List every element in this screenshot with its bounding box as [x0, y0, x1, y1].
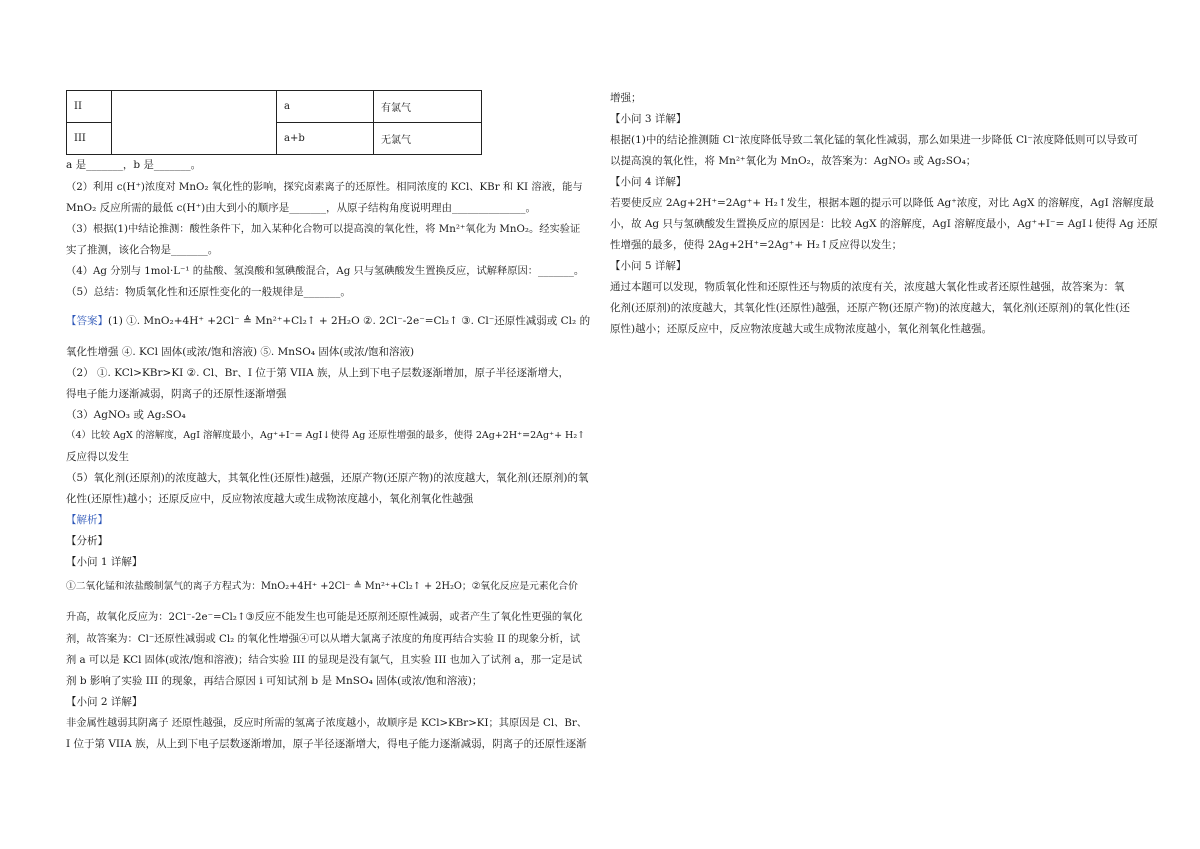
section-heading: 【小问 1 详解】 [66, 556, 143, 568]
table-cell: II [67, 91, 112, 123]
table-cell: a+b [277, 123, 374, 155]
table-cell: III [67, 123, 112, 155]
section-heading: 【小问 2 详解】 [66, 696, 143, 708]
section-heading: 【小问 3 详解】 [610, 113, 687, 125]
section-heading: 【分析】 [66, 535, 108, 547]
table-cell [112, 91, 277, 155]
text-line: （2）利用 c(H⁺)浓度对 MnO₂ 氧化性的影响，探究卤素离子的还原性。相同浓度的 KCl、KBr 和 KI 溶液，能与 [66, 181, 583, 193]
text-line: 得电子能力逐渐减弱，阴离子的还原性逐渐增强 [66, 388, 287, 400]
text-line: 若要使反应 2Ag+2H⁺=2Ag⁺+ H₂↑发生，根据本题的提示可以降低 Ag⁺浓度，对比 AgX 的溶解度，AgI 溶解度最 [610, 197, 1155, 209]
text-line: （3）根据(1)中结论推测：酸性条件下，加入某种化合物可以提高溴的氧化性，将 Mn²⁺氧化为 MnO₂。经实验证 [66, 223, 581, 235]
table-cell: 有氯气 [374, 91, 482, 123]
section-heading: 【小问 5 详解】 [610, 260, 687, 272]
text-line: 实了推测，该化合物是_______。 [66, 244, 219, 256]
table-cell: 无氯气 [374, 123, 482, 155]
text-line: 根据(1)中的结论推测随 Cl⁻浓度降低导致二氧化锰的氧化性减弱，那么如果进一步降低 Cl⁻浓度降低则可以导致可 [610, 134, 1138, 146]
text-line: 性增强的最多，使得 2Ag+2H⁺=2Ag⁺+ H₂↑反应得以发生； [610, 239, 903, 251]
text-line: 剂 a 可以是 KCl 固体(或浓/饱和溶液)；结合实验 III 的显现是没有氯气，且实验 III 也加入了试剂 a，那一定是试 [66, 654, 583, 666]
text-line: ①二氧化锰和浓盐酸制氯气的离子方程式为：MnO₂+4H⁺ +2Cl⁻ ≜ Mn²⁺+Cl₂↑ + 2H₂O；②氧化反应是元素化合价 [66, 581, 578, 592]
table-cell: a [277, 91, 374, 123]
experiment-table [66, 90, 482, 155]
text-line: 以提高溴的氧化性，将 Mn²⁺氧化为 MnO₂，故答案为：AgNO₃ 或 Ag₂SO₄； [610, 155, 977, 167]
text-line: （4）比较 AgX 的溶解度，AgI 溶解度最小，Ag⁺+I⁻= AgI↓使得 Ag 还原性增强的最多，使得 2Ag+2H⁺=2Ag⁺+ H₂↑ [66, 430, 586, 441]
text-line: 剂，故答案为：Cl⁻还原性减弱或 Cl₂ 的氧化性增强④可以从增大氯离子浓度的角度再结合实验 II 的现象分析，试 [66, 633, 581, 645]
text-line: （5）总结：物质氧化性和还原性变化的一般规律是_______。 [66, 286, 351, 298]
text-line: 小，故 Ag 只与氢碘酸发生置换反应的原因是：比较 AgX 的溶解度，AgI 溶解度最小，Ag⁺+I⁻= AgI↓使得 Ag 还原 [610, 218, 1158, 230]
text-line: 化性(还原性)越小；还原反应中，反应物浓度越大或生成物浓度越小，氧化剂氧化性越强 [66, 493, 474, 505]
text-line: I 位于第 VIIA 族，从上到下电子层数逐渐增加，原子半径逐渐增大，得电子能力逐渐减弱，阴离子的还原性逐渐 [66, 738, 587, 750]
text-line: （4）Ag 分别与 1mol·L⁻¹ 的盐酸、氢溴酸和氢碘酸混合，Ag 只与氢碘酸发生置换反应，试解释原因：_______。 [66, 265, 585, 277]
analysis-heading: 【解析】 [66, 514, 108, 526]
text-line: MnO₂ 反应所需的最低 c(H⁺)由大到小的顺序是_______，从原子结构角度说明理由______________。 [66, 202, 537, 214]
text-line: 原性)越小；还原反应中，反应物浓度越大或生成物浓度越小，氧化剂氧化性越强。 [610, 323, 993, 335]
answer-line: 【答案】(1) ①. MnO₂+4H⁺ +2Cl⁻ ≜ Mn²⁺+Cl₂↑ + 2H₂O ②. 2Cl⁻-2e⁻=Cl₂↑ ③. Cl⁻还原性减弱或 Cl₂ 的 [66, 315, 591, 327]
table-row [67, 91, 482, 123]
text-line: 升高，故氧化反应为：2Cl⁻-2e⁻=Cl₂↑③反应不能发生也可能是还原剂还原性减弱，或者产生了氧化性更强的氧化 [66, 611, 583, 623]
text-line: （2） ①. KCl>KBr>KI ②. Cl、Br、I 位于第 VIIA 族，从上到下电子层数逐渐增加，原子半径逐渐增大， [66, 367, 569, 379]
text-line: 增强； [610, 92, 642, 104]
text-line: 非金属性越弱其阴离子 还原性越强，反应时所需的氢离子浓度越小，故顺序是 KCl>KBr>KI；其原因是 Cl、Br、 [66, 717, 588, 729]
section-heading: 【小问 4 详解】 [610, 176, 687, 188]
text-line: 化剂(还原剂)的浓度越大，其氧化性(还原性)越强，还原产物(还原产物)的浓度越大，氧化剂(还原剂)的氧化性(还 [610, 302, 1130, 314]
text-line: 氧化性增强 ④. KCl 固体(或浓/饱和溶液) ⑤. MnSO₄ 固体(或浓/饱和溶液) [66, 346, 415, 358]
answer-tag: 【答案】 [66, 315, 108, 327]
text-line: （3）AgNO₃ 或 Ag₂SO₄ [66, 409, 186, 421]
text-line: 反应得以发生 [66, 451, 129, 463]
text-line: a 是_______，b 是_______。 [66, 159, 202, 171]
text-line: 通过本题可以发现，物质氧化性和还原性还与物质的浓度有关，浓度越大氧化性或者还原性越强，故答案为：氧 [610, 281, 1125, 293]
text-line: 剂 b 影响了实验 III 的现象，再结合原因 i 可知试剂 b 是 MnSO₄ 固体(或浓/饱和溶液)； [66, 675, 483, 687]
text-line: （5）氧化剂(还原剂)的浓度越大，其氧化性(还原性)越强，还原产物(还原产物)的浓度越大，氧化剂(还原剂)的氧 [66, 472, 589, 484]
